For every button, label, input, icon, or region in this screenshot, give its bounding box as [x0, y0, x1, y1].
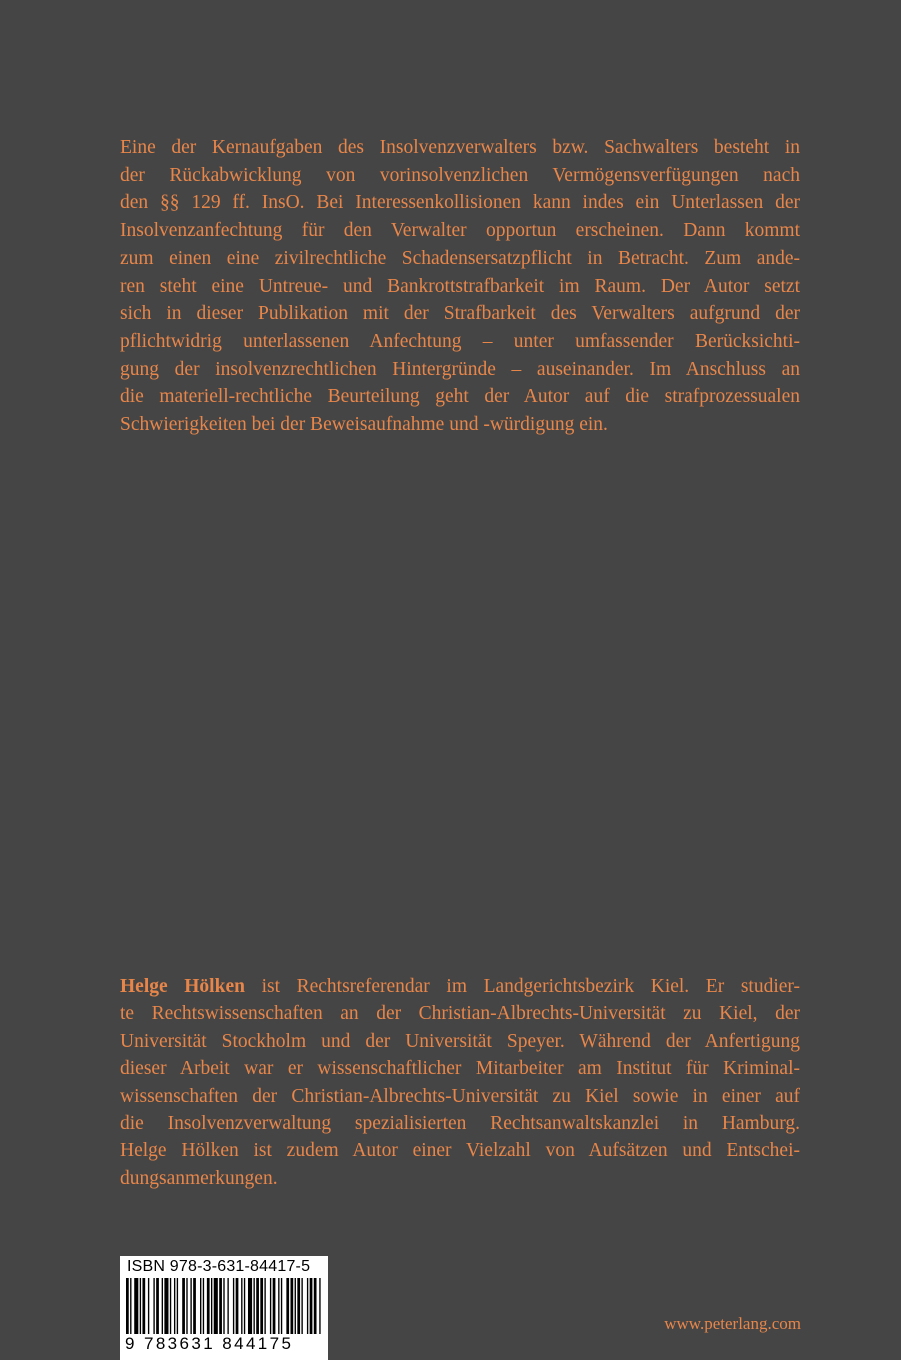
barcode-bars	[126, 1278, 322, 1334]
barcode-digits: 9 783631 844175	[125, 1334, 294, 1353]
barcode-bar	[295, 1278, 296, 1334]
barcode-bar	[244, 1278, 245, 1334]
barcode-bar	[290, 1278, 293, 1334]
barcode-bar	[256, 1278, 259, 1334]
barcode-bar	[126, 1278, 129, 1334]
barcode-bar	[264, 1278, 265, 1334]
blurb-line: zum einen eine zivilrechtliche Schadensersatzpflicht in Betracht. Zum ande-	[120, 247, 800, 269]
barcode-bar	[134, 1278, 138, 1334]
blurb-line: pflichtwidrig unterlassenen Anfechtung – unter umfassender Berücksichti-	[120, 330, 800, 352]
barcode-bar	[270, 1278, 271, 1334]
barcode-bar	[190, 1278, 191, 1334]
barcode-bar	[170, 1278, 171, 1334]
barcode-bar	[207, 1278, 210, 1334]
barcode-bar	[281, 1278, 282, 1334]
barcode-bar	[236, 1278, 239, 1334]
bio-line: te Rechtswissenschaften an der Christian-Albrechts-Universität zu Kiel, der	[120, 1003, 800, 1025]
barcode-bar	[227, 1278, 228, 1334]
blurb-line: Eine der Kernaufgaben des Insolvenzverwalters bzw. Sachwalters besteht in	[120, 137, 800, 158]
barcode-bar	[248, 1278, 252, 1334]
bio-line: dieser Arbeit war er wissenschaftlicher Mitarbeiter am Institut für Kriminal-	[120, 1058, 800, 1080]
blurb-line: gung der insolvenzrechtlichen Hintergründe – auseinander. Im Anschluss an	[120, 358, 800, 380]
back-cover-blurb	[120, 134, 800, 439]
isbn-barcode	[120, 1256, 328, 1360]
barcode-bar	[130, 1278, 131, 1334]
barcode-bar	[174, 1278, 175, 1334]
barcode-bar	[177, 1278, 178, 1334]
blurb-line: ren steht eine Untreue- und Bankrottstrafbarkeit im Raum. Der Autor setzt	[120, 275, 800, 297]
barcode-bar	[153, 1278, 154, 1334]
bio-line: dungsanmerkungen.	[120, 1167, 278, 1189]
barcode-bar	[162, 1278, 163, 1334]
barcode-bar	[241, 1278, 242, 1334]
author-name: Helge Hölken	[120, 976, 245, 997]
blurb-line: Schwierigkeiten bei der Beweisaufnahme und -würdigung ein.	[120, 414, 608, 436]
bio-line: Universität Stockholm und der Universität Speyer. Während der Anfertigung	[120, 1030, 800, 1052]
bio-line: Helge Hölken ist zudem Autor einer Vielzahl von Aufsätzen und Entschei-	[120, 1140, 800, 1162]
blurb-line: der Rückabwicklung von vorinsolvenzlichen Vermögensverfügungen nach	[120, 164, 800, 186]
barcode-bar	[219, 1278, 222, 1334]
barcode-bar	[253, 1278, 254, 1334]
barcode-bar	[297, 1278, 300, 1334]
barcode-bar	[142, 1278, 145, 1334]
barcode-bar	[148, 1278, 149, 1334]
barcode-bar	[310, 1278, 313, 1334]
barcode-bar	[314, 1278, 317, 1334]
barcode-bar	[140, 1278, 141, 1334]
barcode-bar	[307, 1278, 308, 1334]
barcode-bar	[233, 1278, 234, 1334]
barcode-bar	[211, 1278, 212, 1334]
publisher-website: www.peterlang.com	[664, 1314, 801, 1333]
barcode-bar	[278, 1278, 279, 1334]
barcode-bar	[286, 1278, 289, 1334]
bio-first-line	[120, 973, 800, 1000]
barcode-bar	[193, 1278, 196, 1334]
barcode-bar	[186, 1278, 187, 1334]
barcode-bar	[182, 1278, 185, 1334]
bio-first-line-text: ist Rechtsreferendar im Landgerichtsbezirk Kiel. Er studier-	[244, 976, 800, 997]
barcode-bar	[260, 1278, 263, 1334]
blurb-line: den §§ 129 ff. InsO. Bei Interessenkollisionen kann indes ein Unterlassen der	[120, 192, 800, 214]
bio-line: wissenschaften der Christian-Albrechts-Universität zu Kiel sowie in einer auf	[120, 1085, 800, 1107]
barcode-bar	[156, 1278, 159, 1334]
blurb-line: Insolvenzanfechtung für den Verwalter opportun erscheinen. Dann kommt	[120, 220, 800, 242]
barcode-bar	[301, 1278, 302, 1334]
bio-line: die Insolvenzverwaltung spezialisierten Rechtsanwaltskanzlei in Hamburg.	[120, 1113, 800, 1135]
blurb-line: sich in dieser Publikation mit der Strafbarkeit des Verwalters aufgrund der	[120, 303, 800, 325]
blurb-line: die materiell-rechtliche Beurteilung geht der Autor auf die strafprozessualen	[120, 386, 800, 408]
barcode-bar	[203, 1278, 204, 1334]
author-bio	[120, 973, 800, 1192]
barcode-bar	[164, 1278, 168, 1334]
barcode-bar	[319, 1278, 320, 1334]
barcode-bar	[223, 1278, 224, 1334]
barcode-bar	[200, 1278, 201, 1334]
barcode-bar	[273, 1278, 276, 1334]
isbn-label: ISBN 978-3-631-84417-5	[127, 1258, 311, 1275]
barcode-bar	[214, 1278, 218, 1334]
